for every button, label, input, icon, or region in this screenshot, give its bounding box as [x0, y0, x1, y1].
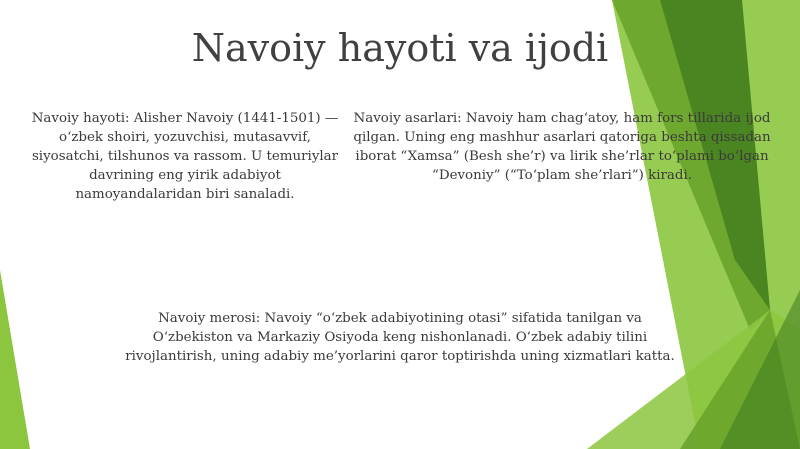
- slide-title: Navoiy hayoti va ijodi: [191, 26, 609, 70]
- paragraph-navoiy-life: Navoiy hayoti: Alisher Navoiy (1441-1501) — o‘zbek shoiri, yozuvchisi, mutasavvif, siyosatchi, tilshunos va rassom. U temuriylar davrining eng yirik adabiyot namoyandalaridan biri sanaladi.: [31, 111, 339, 202]
- paragraph-navoiy-works: Navoiy asarlari: Navoiy ham chag‘atoy, ham fors tillarida ijod qilgan. Uning eng mashhur asarlari qatoriga beshta qissadan iborat “Xamsa” (Besh she’r) va lirik she’rlar to‘plami bo‘lgan “Devoniy” (“To‘plam she’rlari”) kiradi.: [353, 111, 771, 183]
- left-green-stripe: [0, 270, 30, 449]
- paragraph-navoiy-legacy: Navoiy merosi: Navoiy “o‘zbek adabiyotining otasi” sifatida tanilgan va O‘zbekiston va Markaziy Osiyoda keng nishonlanadi. O‘zbek adabiy tilini rivojlantirish, uning adabiy me’yorlarini qaror toptirishda uning xizmatlari katta.: [125, 311, 675, 364]
